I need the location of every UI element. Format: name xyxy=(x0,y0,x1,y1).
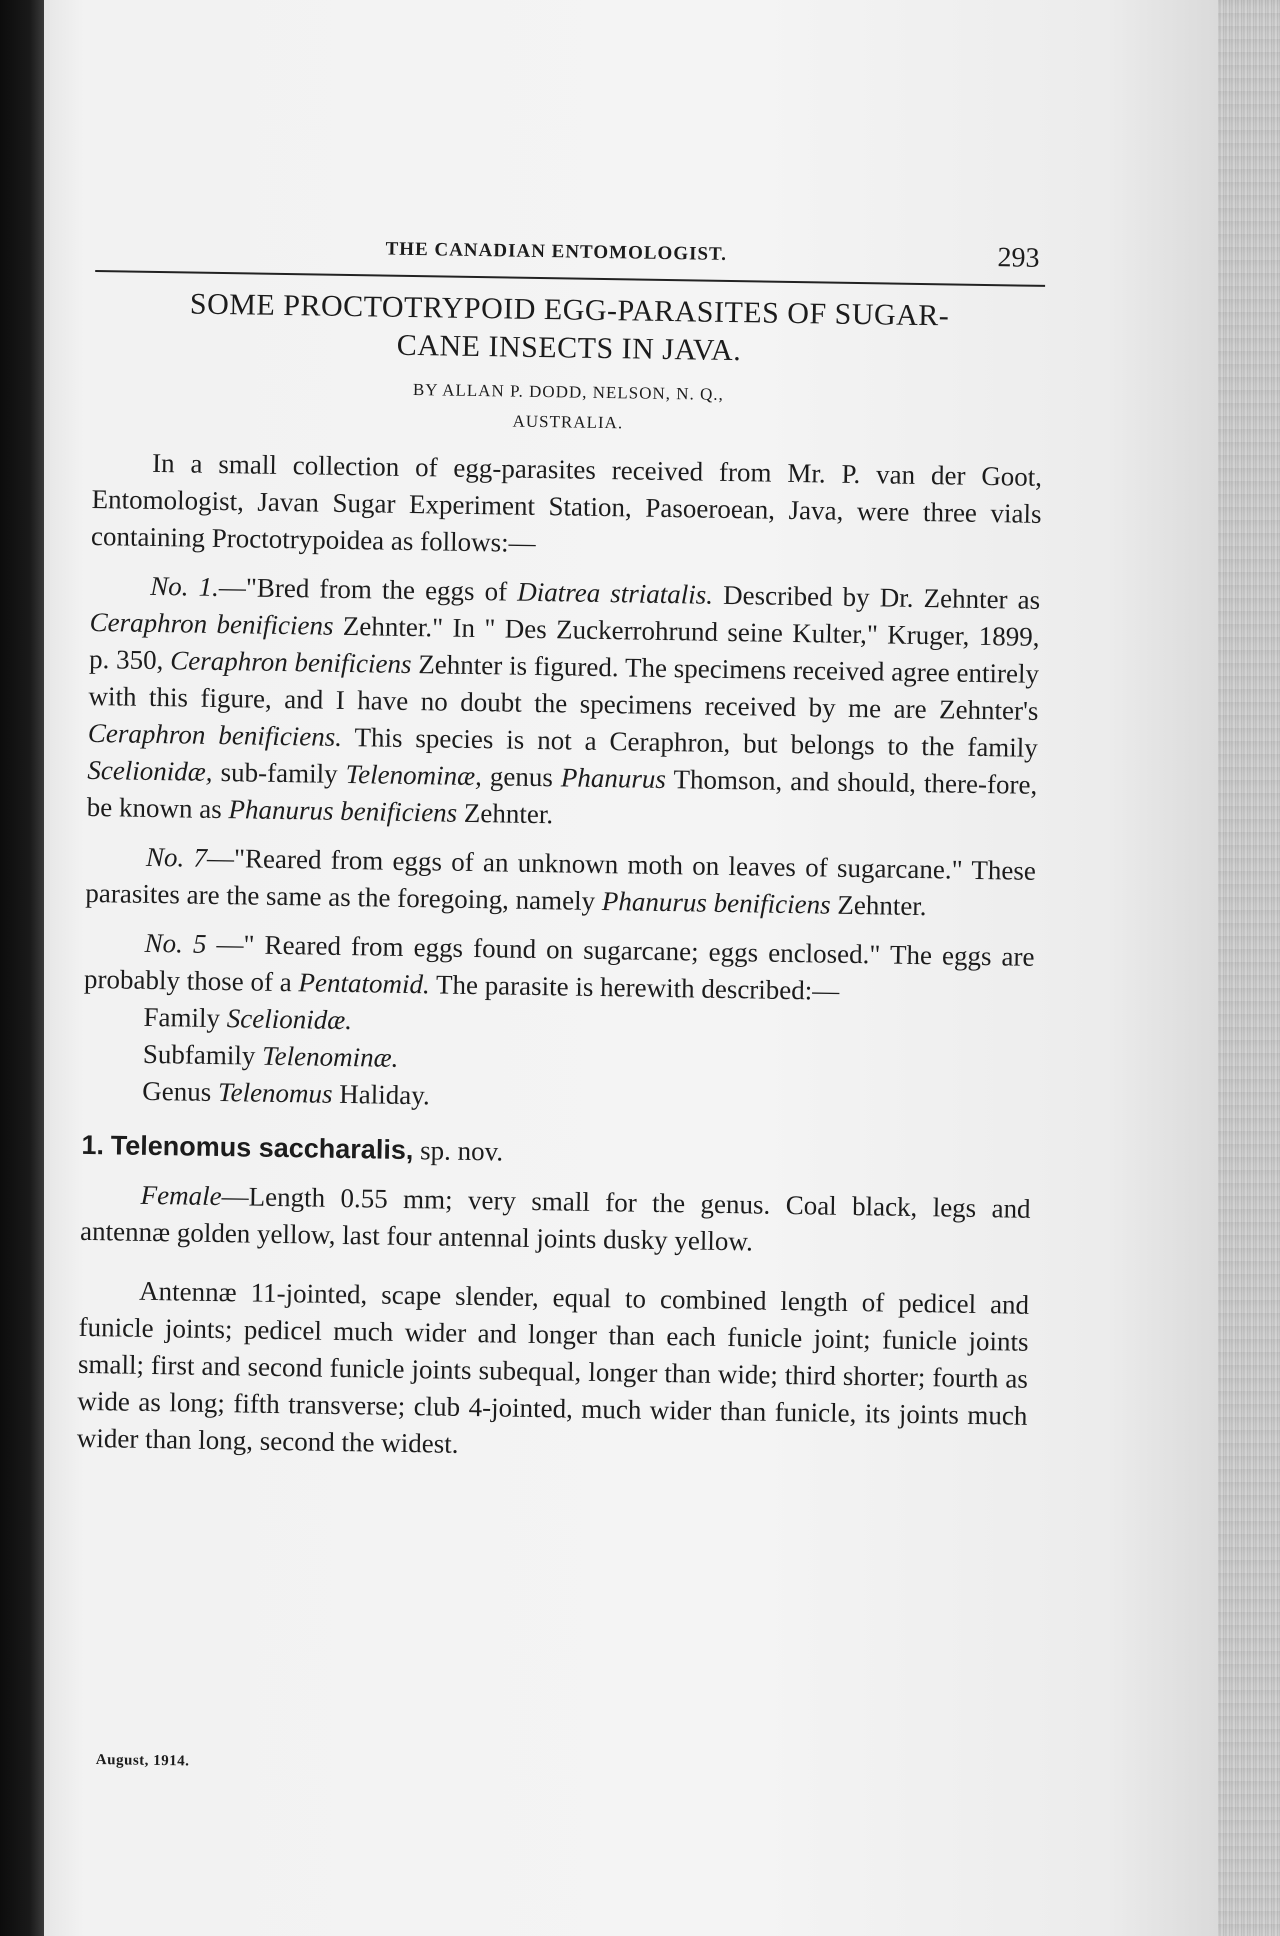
text-run: Zehnter. xyxy=(830,889,927,922)
italic-run: Ceraphron benificiens xyxy=(89,606,334,641)
species-name: Telenomus saccharalis, xyxy=(110,1130,414,1166)
species-heading xyxy=(81,1127,1031,1179)
text-run: —" Reared from eggs found on sugarcane; eggs enclosed." The eggs are probably those of a xyxy=(83,928,1035,998)
italic-run: Diatrea striatalis. xyxy=(516,576,714,610)
issue-date: August, 1914. xyxy=(95,1752,190,1770)
paragraph-antennae: Antennæ 11-jointed, scape slender, equal to combined length of pedicel and funicle joints; pedicel much wider and longer than each funicle joint; funicle joints small; first and second funicle joints subequal, longer than wide; third shorter; fourth as wide as long; fifth transverse; club 4-jointed, much wider than funicle, its joints much wider than long, second the widest. xyxy=(76,1275,1030,1459)
species-suffix: sp. nov. xyxy=(413,1135,504,1167)
italic-run: Telenominæ. xyxy=(261,1040,399,1073)
italic-run: Ceraphron benificiens xyxy=(170,645,412,680)
text-run: Genus xyxy=(142,1075,219,1108)
paragraph-no-7 xyxy=(85,838,1036,927)
text-run: Family xyxy=(143,1001,227,1034)
byline: BY ALLAN P. DODD, NELSON, N. Q., xyxy=(412,379,724,404)
vial-label: No. 1. xyxy=(150,570,220,602)
journal-name: THE CANADIAN ENTOMOLOGIST. xyxy=(385,238,728,265)
vial-label: No. 5 xyxy=(144,927,207,959)
italic-run: Scelionidæ. xyxy=(226,1003,353,1036)
text-run: —"Reared from eggs of an unknown moth on leaves of sugarcane." These parasites are the same as the foregoing, namely xyxy=(85,842,1037,917)
italic-run: Pentatomid. xyxy=(298,967,430,1000)
vial-label: No. 7 xyxy=(145,841,208,873)
species-number: 1. xyxy=(81,1129,105,1161)
page-edge-stack xyxy=(1218,0,1280,1936)
text-run: Subfamily xyxy=(142,1038,263,1071)
text-run: Thomson, and should, there-fore, be known as xyxy=(86,764,1038,825)
italic-run: Ceraphron benificiens. xyxy=(87,717,343,752)
text-run: —"Bred from the eggs of xyxy=(218,571,518,607)
text-run: sub-family xyxy=(212,756,346,789)
byline-location: AUSTRALIA. xyxy=(512,411,624,433)
italic-run: Scelionidæ, xyxy=(87,754,213,787)
page-number: 293 xyxy=(997,242,1040,274)
text-run: Haliday. xyxy=(332,1078,431,1111)
book-binding xyxy=(0,0,44,1936)
italic-run: Phanurus benificiens xyxy=(228,794,458,828)
intro-paragraph: In a small collection of egg-parasites received from Mr. P. van der Goot, Entomologist, Javan Sugar Experiment Station, Pasoeroean, Java, were three vials containing Proctotrypoidea as follows:— xyxy=(90,447,1043,558)
text-run: Described by Dr. Zehnter as xyxy=(712,579,1041,615)
page-content xyxy=(77,220,1046,1472)
title-line-2: CANE INSECTS IN JAVA. xyxy=(396,328,742,368)
text-run: Zehnter is figured. The specimens received agree entirely with this figure, and I have no doubt the specimens received by me are Zehnter's xyxy=(88,649,1040,726)
text-run: genus xyxy=(481,761,562,793)
italic-run: Telenomus xyxy=(217,1077,333,1109)
paragraph-female xyxy=(80,1176,1031,1265)
text-run: This species is not a Ceraphron, but belongs to the family xyxy=(341,721,1039,763)
paragraph-no-1 xyxy=(86,567,1040,841)
title-line-1: SOME PROCTOTRYPOID EGG-PARASITES OF SUGAR- xyxy=(189,287,950,333)
text-run: —Length 0.55 mm; very small for the genus. Coal black, legs and antennæ golden yellow, last four antennal joints dusky yellow. xyxy=(79,1181,1031,1257)
italic-run: Female xyxy=(140,1179,222,1212)
text-run: The parasite is herewith described:— xyxy=(429,969,840,1006)
article-title xyxy=(94,284,1045,375)
text-run: Zehnter. xyxy=(456,797,554,830)
italic-run: Telenominæ, xyxy=(345,758,483,792)
italic-run: Phanurus benificiens xyxy=(601,886,831,920)
italic-run: Phanurus xyxy=(560,762,667,795)
text-run: Zehnter." In " Des Zuckerrohrund seine Kulter," Kruger, 1899, p. 350, xyxy=(88,610,1040,676)
